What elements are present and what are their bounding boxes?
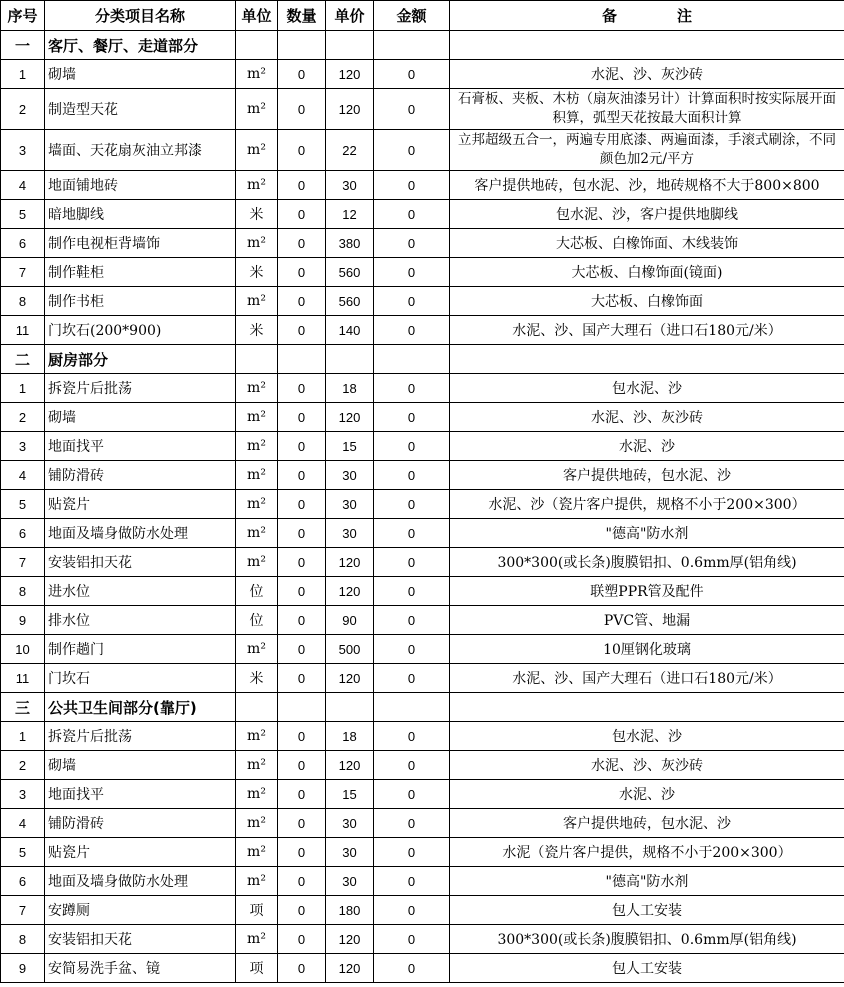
table-row [1,896,844,925]
cell-qty: 0 [278,490,326,519]
table-row [1,374,844,403]
cell-note: 大芯板、白橡饰面、木线装饰 [450,229,844,258]
section-seq: 三 [1,693,45,722]
cell-name: 安装铝扣天花 [45,548,236,577]
cell-qty: 0 [278,200,326,229]
cell-seq: 8 [1,577,45,606]
cell-amount: 0 [374,751,450,780]
cell-amount: 0 [374,635,450,664]
cell-amount: 0 [374,925,450,954]
cell-qty: 0 [278,229,326,258]
cell-amount: 0 [374,130,450,171]
header-price: 单价 [326,1,374,31]
cell-amount: 0 [374,316,450,345]
cell-seq: 3 [1,130,45,171]
cell-note: PVC管、地漏 [450,606,844,635]
cell-price: 30 [326,490,374,519]
cell-unit: m² [236,722,278,751]
cell-price: 560 [326,258,374,287]
cell-qty: 0 [278,60,326,89]
cell-name: 门坎石 [45,664,236,693]
cell-name: 地面找平 [45,780,236,809]
empty-cell [374,345,450,374]
empty-cell [326,693,374,722]
cell-amount: 0 [374,171,450,200]
cell-amount: 0 [374,432,450,461]
table-row [1,838,844,867]
cell-note: 300*300(或长条)腹膜铝扣、0.6mm厚(铝角线) [450,548,844,577]
cell-seq: 9 [1,954,45,983]
cell-unit: m² [236,374,278,403]
empty-cell [450,693,844,722]
cell-price: 380 [326,229,374,258]
cell-name: 砌墙 [45,751,236,780]
cell-unit: m² [236,867,278,896]
cell-note: 客户提供地砖，包水泥、沙 [450,461,844,490]
cell-price: 18 [326,374,374,403]
cell-seq: 11 [1,316,45,345]
cell-price: 500 [326,635,374,664]
cell-name: 砌墙 [45,60,236,89]
cell-seq: 9 [1,606,45,635]
cell-qty: 0 [278,403,326,432]
cell-unit: m² [236,130,278,171]
cell-name: 贴瓷片 [45,490,236,519]
cell-note: 水泥、沙 [450,780,844,809]
cell-unit: m² [236,60,278,89]
cell-name: 安蹲厕 [45,896,236,925]
cell-seq: 1 [1,722,45,751]
table-row [1,606,844,635]
cell-price: 30 [326,838,374,867]
cell-amount: 0 [374,954,450,983]
cell-note: 水泥、沙（瓷片客户提供，规格不小于200×300） [450,490,844,519]
section-title: 厨房部分 [45,345,236,374]
cell-seq: 3 [1,432,45,461]
cell-name: 进水位 [45,577,236,606]
cell-amount: 0 [374,548,450,577]
cell-seq: 2 [1,89,45,130]
cell-seq: 1 [1,374,45,403]
table-row [1,809,844,838]
cell-seq: 6 [1,519,45,548]
table-row [1,490,844,519]
cell-amount: 0 [374,490,450,519]
section-title: 客厅、餐厅、走道部分 [45,31,236,60]
table-row [1,258,844,287]
cell-name: 制作书柜 [45,287,236,316]
cell-seq: 8 [1,287,45,316]
cell-unit: m² [236,229,278,258]
cell-name: 墙面、天花扇灰油立邦漆 [45,130,236,171]
section-seq: 二 [1,345,45,374]
cell-qty: 0 [278,954,326,983]
cell-amount: 0 [374,809,450,838]
cell-seq: 8 [1,925,45,954]
cell-note: 包人工安装 [450,954,844,983]
cell-name: 拆瓷片后批荡 [45,374,236,403]
cell-seq: 2 [1,751,45,780]
cell-seq: 6 [1,229,45,258]
table-row [1,130,844,171]
empty-cell [450,345,844,374]
cell-amount: 0 [374,722,450,751]
empty-cell [236,345,278,374]
cell-unit: 项 [236,896,278,925]
cell-unit: m² [236,403,278,432]
table-row [1,200,844,229]
cell-price: 30 [326,461,374,490]
header-note: 备 注 [450,1,844,31]
cell-qty: 0 [278,838,326,867]
cell-price: 15 [326,432,374,461]
cell-qty: 0 [278,316,326,345]
cell-seq: 7 [1,548,45,577]
cell-seq: 4 [1,461,45,490]
cell-amount: 0 [374,258,450,287]
cell-note: 包人工安装 [450,896,844,925]
table-row [1,519,844,548]
empty-cell [326,31,374,60]
cell-name: 排水位 [45,606,236,635]
table-row [1,548,844,577]
cell-seq: 2 [1,403,45,432]
cell-price: 560 [326,287,374,316]
cell-seq: 7 [1,896,45,925]
cell-qty: 0 [278,606,326,635]
cell-qty: 0 [278,722,326,751]
cell-note: 石膏板、夹板、木枋（扇灰油漆另计）计算面积时按实际展开面积算，弧型天花按最大面积计算 [450,89,844,130]
cell-amount: 0 [374,606,450,635]
cell-amount: 0 [374,287,450,316]
header-name: 分类项目名称 [45,1,236,31]
cell-unit: 项 [236,954,278,983]
cell-note: 大芯板、白橡饰面(镜面) [450,258,844,287]
cell-unit: m² [236,548,278,577]
cell-name: 安装铝扣天花 [45,925,236,954]
cell-note: 包水泥、沙，客户提供地脚线 [450,200,844,229]
cell-note: 水泥、沙 [450,432,844,461]
cell-seq: 5 [1,200,45,229]
cell-qty: 0 [278,89,326,130]
cell-qty: 0 [278,130,326,171]
cell-name: 制造型天花 [45,89,236,130]
cell-note: 水泥、沙、灰沙砖 [450,403,844,432]
cell-amount: 0 [374,867,450,896]
cell-amount: 0 [374,780,450,809]
empty-cell [278,345,326,374]
empty-cell [236,693,278,722]
empty-cell [278,693,326,722]
cell-unit: m² [236,809,278,838]
cell-amount: 0 [374,838,450,867]
cell-unit: 米 [236,316,278,345]
section-row [1,693,844,722]
cell-unit: 位 [236,577,278,606]
cell-price: 120 [326,664,374,693]
cell-unit: m² [236,461,278,490]
cell-note: 水泥、沙、灰沙砖 [450,60,844,89]
cell-amount: 0 [374,89,450,130]
cell-qty: 0 [278,548,326,577]
cell-price: 30 [326,809,374,838]
cell-note: 10厘钢化玻璃 [450,635,844,664]
table-row [1,432,844,461]
table-body [1,31,844,983]
cell-note: 包水泥、沙 [450,374,844,403]
empty-cell [374,693,450,722]
cell-price: 18 [326,722,374,751]
cell-unit: 位 [236,606,278,635]
cell-note: "德高"防水剂 [450,519,844,548]
cell-note: 客户提供地砖，包水泥、沙，地砖规格不大于800×800 [450,171,844,200]
cell-note: 联塑PPR管及配件 [450,577,844,606]
table-row [1,60,844,89]
table-row [1,461,844,490]
cell-name: 制作趟门 [45,635,236,664]
header-qty: 数量 [278,1,326,31]
table-row [1,403,844,432]
cell-name: 安简易洗手盆、镜 [45,954,236,983]
cell-unit: m² [236,89,278,130]
cell-note: 水泥、沙、灰沙砖 [450,751,844,780]
empty-cell [236,31,278,60]
cell-amount: 0 [374,403,450,432]
cell-note: 水泥、沙、国产大理石（进口石180元/米） [450,316,844,345]
table-row [1,171,844,200]
cell-qty: 0 [278,287,326,316]
cell-seq: 4 [1,809,45,838]
table-row [1,751,844,780]
cell-seq: 11 [1,664,45,693]
empty-cell [326,345,374,374]
table-row [1,867,844,896]
cell-seq: 6 [1,867,45,896]
cell-unit: m² [236,287,278,316]
section-title: 公共卫生间部分(靠厅) [45,693,236,722]
cell-seq: 4 [1,171,45,200]
cell-unit: m² [236,635,278,664]
empty-cell [450,31,844,60]
cell-name: 地面铺地砖 [45,171,236,200]
cell-price: 15 [326,780,374,809]
cell-seq: 3 [1,780,45,809]
cell-amount: 0 [374,60,450,89]
cell-unit: m² [236,519,278,548]
cell-note: 300*300(或长条)腹膜铝扣、0.6mm厚(铝角线) [450,925,844,954]
cell-price: 30 [326,867,374,896]
cell-qty: 0 [278,780,326,809]
table-row [1,635,844,664]
cell-name: 贴瓷片 [45,838,236,867]
cell-amount: 0 [374,577,450,606]
table-row [1,287,844,316]
cell-qty: 0 [278,896,326,925]
cell-amount: 0 [374,374,450,403]
table-row [1,780,844,809]
cell-name: 砌墙 [45,403,236,432]
cell-note: 水泥（瓷片客户提供，规格不小于200×300） [450,838,844,867]
cell-price: 12 [326,200,374,229]
cell-price: 120 [326,925,374,954]
cell-price: 120 [326,403,374,432]
cell-price: 30 [326,171,374,200]
empty-cell [278,31,326,60]
cell-name: 暗地脚线 [45,200,236,229]
cell-name: 拆瓷片后批荡 [45,722,236,751]
cell-unit: m² [236,171,278,200]
table-row [1,229,844,258]
table-row [1,316,844,345]
cell-qty: 0 [278,374,326,403]
table-row [1,925,844,954]
cell-price: 180 [326,896,374,925]
cell-qty: 0 [278,867,326,896]
cell-note: 包水泥、沙 [450,722,844,751]
section-row [1,345,844,374]
cell-note: "德高"防水剂 [450,867,844,896]
cell-name: 地面找平 [45,432,236,461]
cell-price: 120 [326,89,374,130]
header-seq: 序号 [1,1,45,31]
cell-price: 120 [326,60,374,89]
cell-qty: 0 [278,171,326,200]
cell-qty: 0 [278,577,326,606]
cell-qty: 0 [278,461,326,490]
cell-seq: 7 [1,258,45,287]
cell-price: 90 [326,606,374,635]
header-row [1,1,844,31]
cell-name: 制作鞋柜 [45,258,236,287]
cell-seq: 5 [1,490,45,519]
table-row [1,722,844,751]
section-seq: 一 [1,31,45,60]
cell-amount: 0 [374,229,450,258]
cell-price: 140 [326,316,374,345]
cell-seq: 1 [1,60,45,89]
cell-amount: 0 [374,461,450,490]
cell-unit: m² [236,751,278,780]
cell-seq: 5 [1,838,45,867]
cell-name: 门坎石(200*900) [45,316,236,345]
table-row [1,664,844,693]
table-row [1,89,844,130]
cell-note: 大芯板、白橡饰面 [450,287,844,316]
cell-unit: 米 [236,664,278,693]
cell-name: 铺防滑砖 [45,809,236,838]
empty-cell [374,31,450,60]
cell-unit: m² [236,432,278,461]
cell-unit: m² [236,780,278,809]
cell-name: 地面及墙身做防水处理 [45,519,236,548]
cell-unit: 米 [236,258,278,287]
cell-qty: 0 [278,432,326,461]
cell-price: 120 [326,751,374,780]
cell-amount: 0 [374,664,450,693]
header-unit: 单位 [236,1,278,31]
header-amount: 金额 [374,1,450,31]
cell-qty: 0 [278,258,326,287]
cell-price: 120 [326,954,374,983]
cell-qty: 0 [278,519,326,548]
cell-qty: 0 [278,925,326,954]
cell-qty: 0 [278,635,326,664]
cell-unit: 米 [236,200,278,229]
cell-seq: 10 [1,635,45,664]
cell-qty: 0 [278,809,326,838]
cell-amount: 0 [374,200,450,229]
cell-name: 制作电视柜背墙饰 [45,229,236,258]
cell-price: 120 [326,577,374,606]
cell-unit: m² [236,838,278,867]
cell-price: 30 [326,519,374,548]
cell-amount: 0 [374,519,450,548]
cell-unit: m² [236,490,278,519]
table-row [1,954,844,983]
cell-name: 地面及墙身做防水处理 [45,867,236,896]
cell-unit: m² [236,925,278,954]
cell-price: 22 [326,130,374,171]
cell-qty: 0 [278,664,326,693]
cell-qty: 0 [278,751,326,780]
cell-name: 铺防滑砖 [45,461,236,490]
cell-note: 立邦超级五合一，两遍专用底漆、两遍面漆，手滚式刷涂，不同颜色加2元/平方 [450,130,844,171]
cell-price: 120 [326,548,374,577]
cell-amount: 0 [374,896,450,925]
section-row [1,31,844,60]
cell-note: 客户提供地砖，包水泥、沙 [450,809,844,838]
table-row [1,577,844,606]
cell-note: 水泥、沙、国产大理石（进口石180元/米） [450,664,844,693]
